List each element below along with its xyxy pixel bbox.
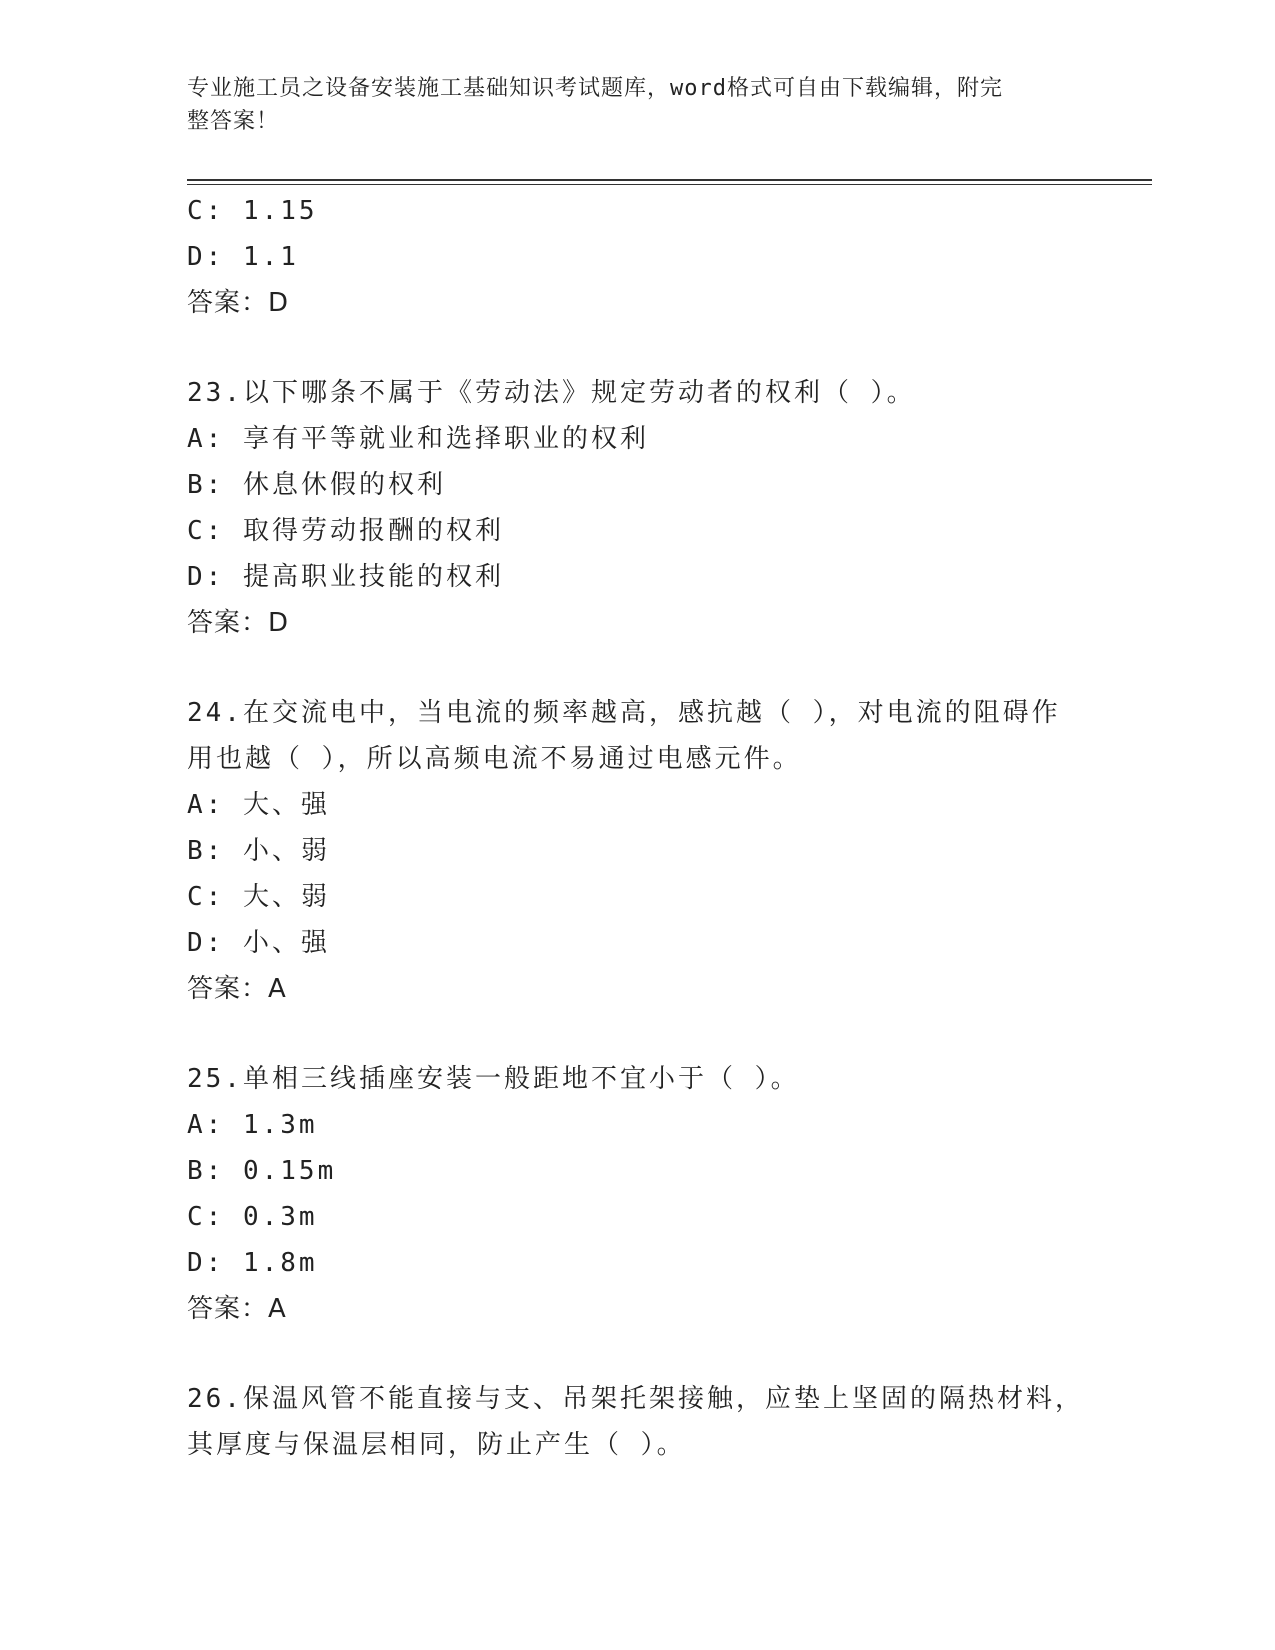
option-c: C: 大、弱 — [187, 882, 330, 912]
option-d: D: 1.1 — [187, 242, 299, 272]
header-divider-thick — [187, 179, 1152, 181]
option-a: A: 1.3m — [187, 1110, 318, 1140]
answer: 答案：D — [187, 288, 290, 318]
option-c: C: 1.15 — [187, 196, 318, 226]
option-d: D: 提高职业技能的权利 — [187, 562, 504, 592]
document-header — [187, 72, 1067, 138]
question-26 — [187, 1376, 1087, 1468]
option-b: B: 0.15m — [187, 1156, 337, 1186]
answer: 答案：A — [187, 974, 287, 1004]
option-c: C: 取得劳动报酬的权利 — [187, 516, 504, 546]
header-divider-thin — [187, 184, 1152, 185]
option-d: D: 1.8m — [187, 1248, 318, 1278]
question-text-line-1: 24.在交流电中，当电流的频率越高，感抗越（ ），对电流的阻碍作 — [187, 698, 1061, 728]
question-text: 25.单相三线插座安装一般距地不宜小于（ ）。 — [187, 1064, 800, 1094]
header-line-2: 整答案！ — [187, 109, 280, 134]
header-line-1: 专业施工员之设备安装施工基础知识考试题库，word格式可自由下载编辑，附完 — [187, 76, 1003, 101]
question-text-line-2: 其厚度与保温层相同，防止产生（ ）。 — [187, 1430, 686, 1460]
question-text: 23.以下哪条不属于《劳动法》规定劳动者的权利（ ）。 — [187, 378, 916, 408]
option-a: A: 享有平等就业和选择职业的权利 — [187, 424, 649, 454]
question-text-line-2: 用也越（ ），所以高频电流不易通过电感元件。 — [187, 744, 802, 774]
answer: 答案：D — [187, 608, 290, 638]
question-list — [187, 188, 1087, 1468]
option-d: D: 小、强 — [187, 928, 330, 958]
question-23 — [187, 370, 1087, 646]
previous-question-tail — [187, 188, 1087, 326]
option-c: C: 0.3m — [187, 1202, 318, 1232]
question-text-line-1: 26.保温风管不能直接与支、吊架托架接触，应垫上坚固的隔热材料， — [187, 1384, 1084, 1414]
option-a: A: 大、强 — [187, 790, 330, 820]
option-b: B: 小、弱 — [187, 836, 330, 866]
answer: 答案：A — [187, 1294, 287, 1324]
question-25 — [187, 1056, 1087, 1332]
question-24 — [187, 690, 1087, 1012]
option-b: B: 休息休假的权利 — [187, 470, 446, 500]
